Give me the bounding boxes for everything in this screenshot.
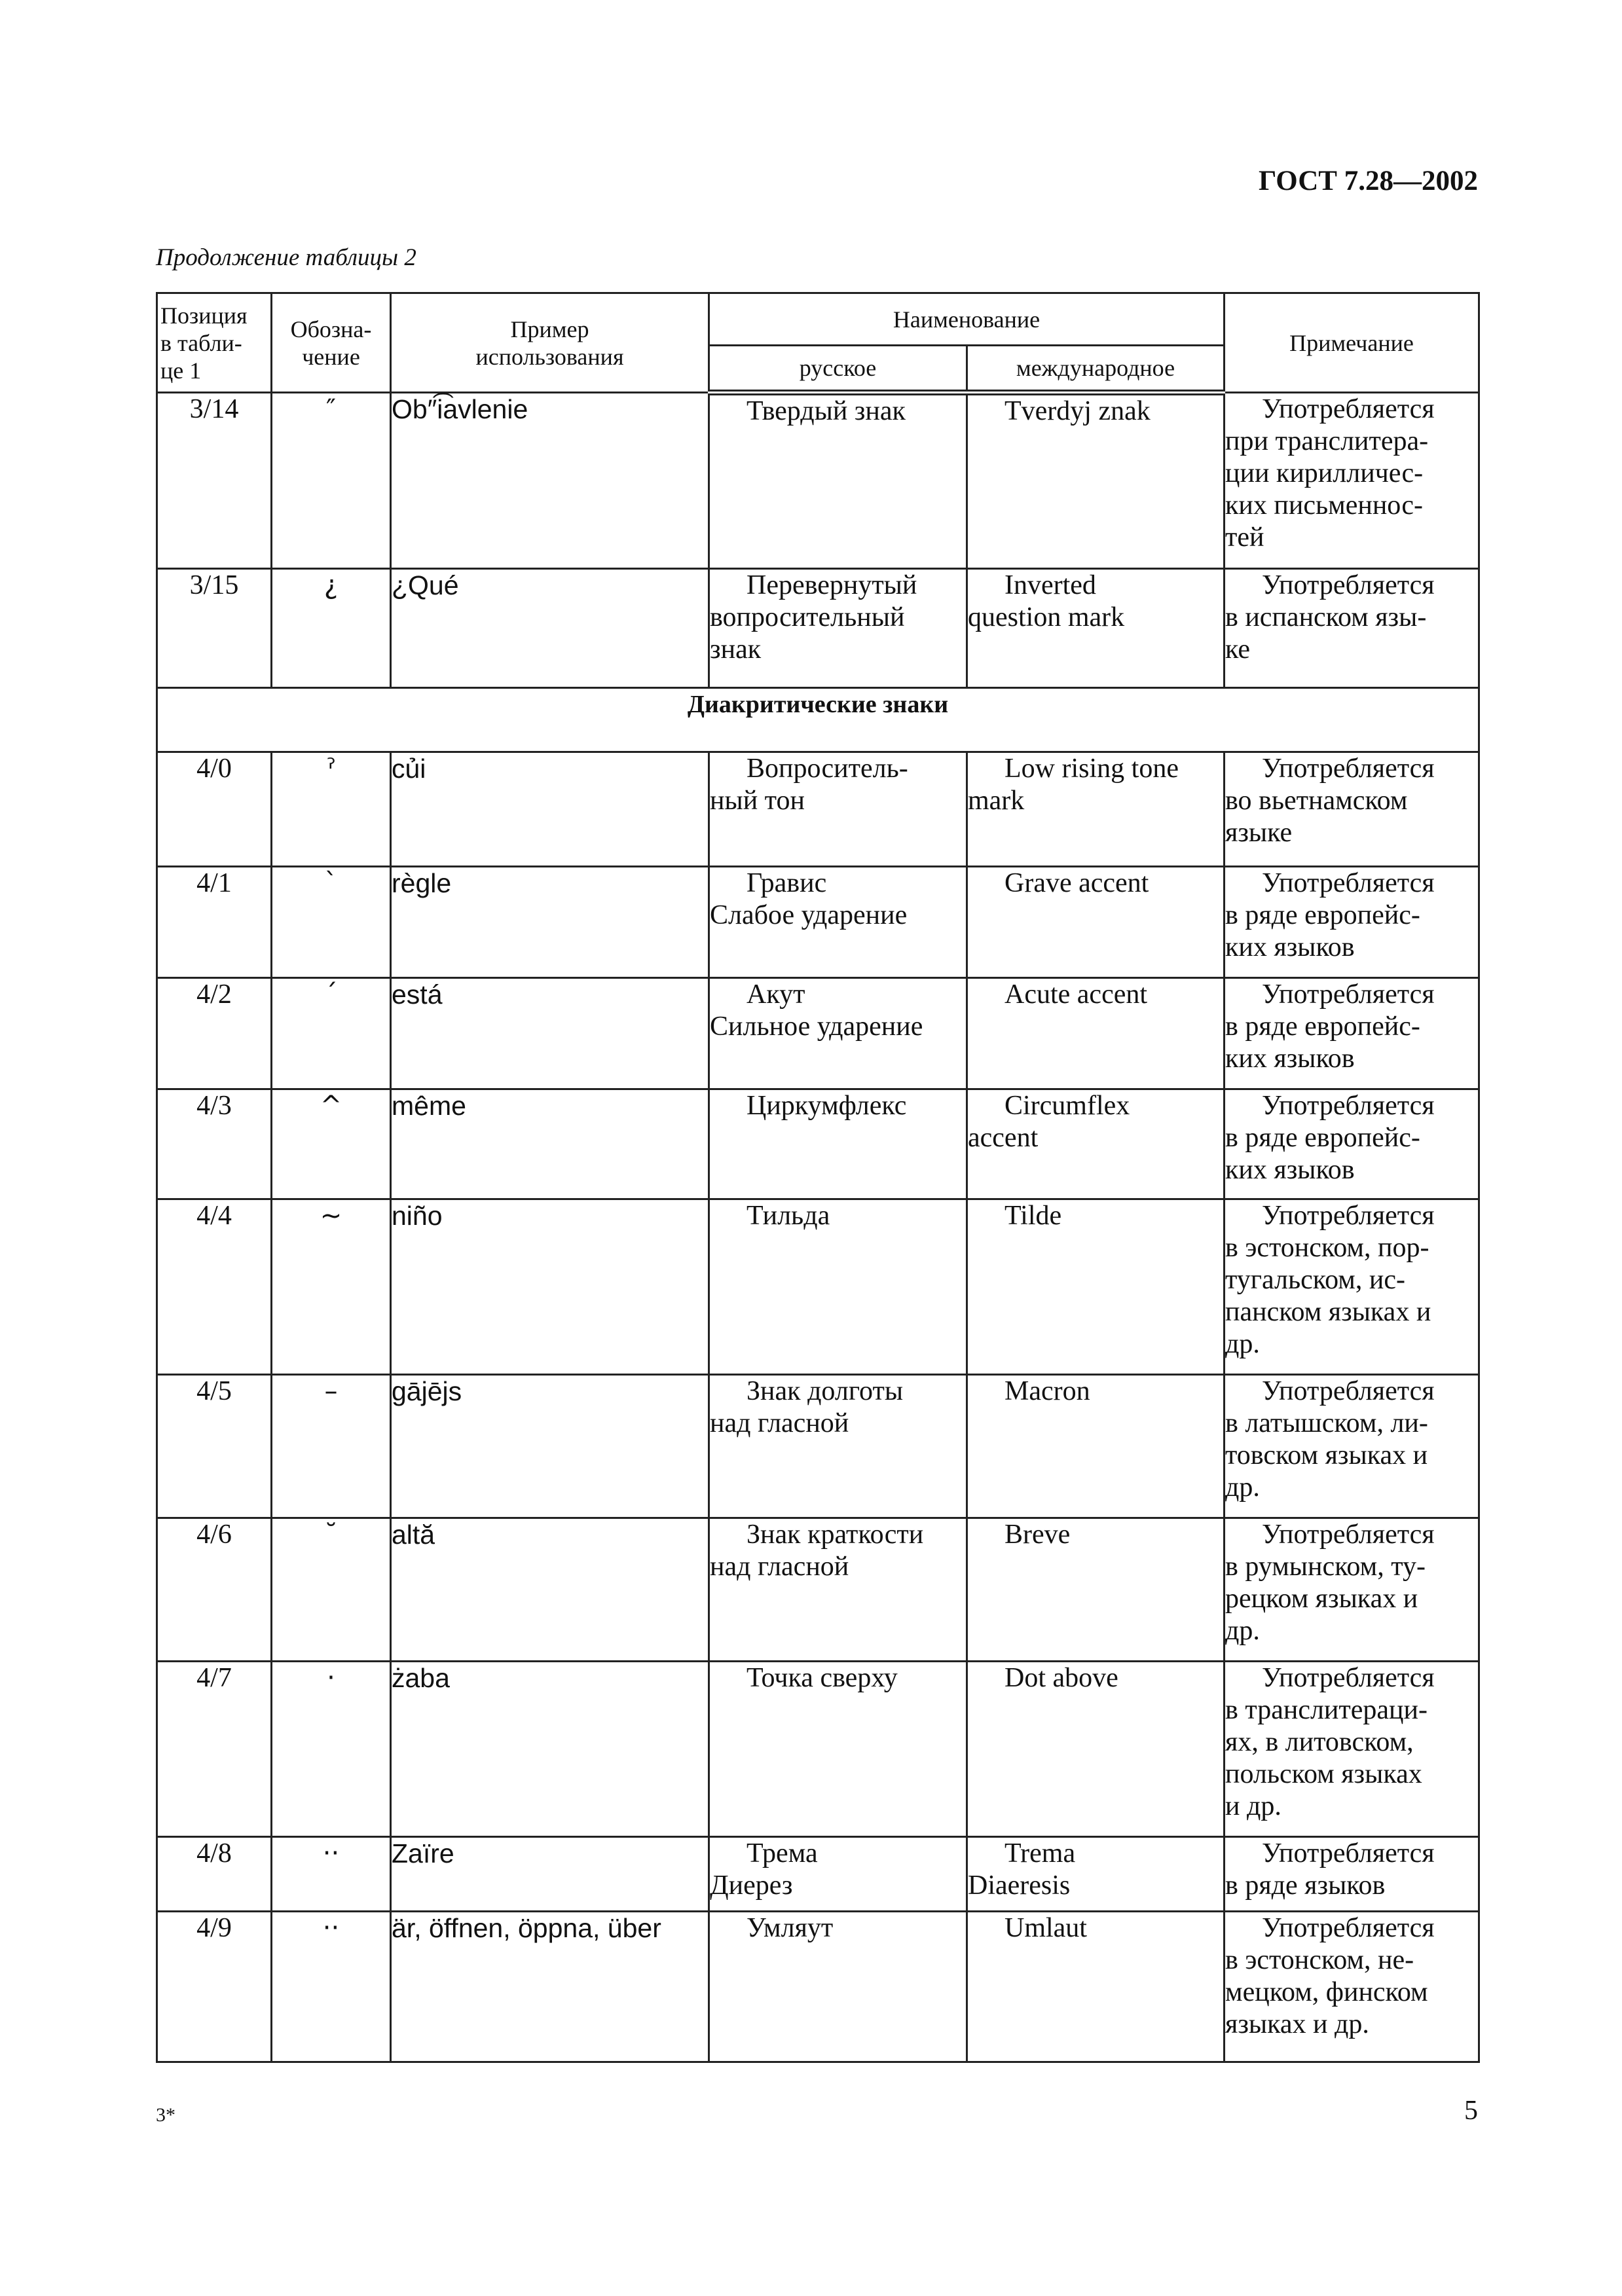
- note-cell: Употребляется в латышском, ли- товском языках и др.: [1225, 1375, 1479, 1518]
- header-position: Позиция в табли- це 1: [157, 293, 272, 393]
- symbol-cell: ˋ: [272, 867, 391, 978]
- table-row: [157, 1089, 1479, 1199]
- position-cell: 3/15: [157, 569, 272, 688]
- position-cell: 4/5: [157, 1375, 272, 1518]
- note-cell: Употребляется в транслитераци- ях, в литовском, польском языках и др.: [1225, 1662, 1479, 1837]
- header-name: Наименование: [709, 293, 1225, 346]
- name-russian-cell: Вопроситель- ный тон: [709, 752, 967, 867]
- note-cell: Употребляется в ряде европейс- ких языков: [1225, 867, 1479, 978]
- symbol-cell: ˊ: [272, 978, 391, 1089]
- symbol-cell: ~: [272, 1199, 391, 1375]
- name-international-cell: Tverdyj znak: [967, 393, 1225, 569]
- position-cell: 4/0: [157, 752, 272, 867]
- note-cell: Употребляется в испанском язы- ке: [1225, 569, 1479, 688]
- position-cell: 3/14: [157, 393, 272, 569]
- position-cell: 4/3: [157, 1089, 272, 1199]
- position-cell: 4/8: [157, 1837, 272, 1912]
- position-cell: 4/6: [157, 1518, 272, 1662]
- symbol-cell: ··: [272, 1837, 391, 1912]
- note-cell: Употребляется в эстонском, пор- тугальском, ис- панском языках и др.: [1225, 1199, 1479, 1375]
- name-russian-cell: Точка сверху: [709, 1662, 967, 1837]
- position-cell: 4/7: [157, 1662, 272, 1837]
- example-cell: gājējs: [391, 1375, 709, 1518]
- symbol-cell: ·: [272, 1662, 391, 1837]
- name-international-cell: Circumflex accent: [967, 1089, 1225, 1199]
- symbols-table: [156, 292, 1480, 2063]
- header-name-russian: русское: [709, 346, 967, 393]
- example-cell: altă: [391, 1518, 709, 1662]
- name-international-cell: Inverted question mark: [967, 569, 1225, 688]
- example-cell: règle: [391, 867, 709, 978]
- note-cell: Употребляется во вьетнамском языке: [1225, 752, 1479, 867]
- name-russian-cell: Умляут: [709, 1912, 967, 2062]
- header-name-international: международное: [967, 346, 1225, 393]
- symbol-cell: ^: [272, 1089, 391, 1199]
- name-international-cell: Tilde: [967, 1199, 1225, 1375]
- example-cell: está: [391, 978, 709, 1089]
- name-international-cell: Breve: [967, 1518, 1225, 1662]
- header-symbol: Обозна- чение: [272, 293, 391, 393]
- note-cell: Употребляется в ряде европейс- ких языков: [1225, 1089, 1479, 1199]
- header-note: Примечание: [1225, 293, 1479, 393]
- note-cell: Употребляется при транслитера- ции кирилличес- ких письменнос- тей: [1225, 393, 1479, 569]
- position-cell: 4/9: [157, 1912, 272, 2062]
- table-row: [157, 1912, 1479, 2062]
- table-row: [157, 1375, 1479, 1518]
- footer-mark: 3*: [156, 2104, 175, 2126]
- table-row: [157, 1837, 1479, 1912]
- table-row: [157, 867, 1479, 978]
- table-row: [157, 393, 1479, 569]
- example-cell: même: [391, 1089, 709, 1199]
- name-russian-cell: Циркумфлекс: [709, 1089, 967, 1199]
- symbol-cell: –: [272, 1375, 391, 1518]
- name-russian-cell: Знак долготы над гласной: [709, 1375, 967, 1518]
- page-number: 5: [1464, 2096, 1478, 2126]
- table-row: [157, 1662, 1479, 1837]
- note-cell: Употребляется в румынском, ту- рецком языках и др.: [1225, 1518, 1479, 1662]
- note-cell: Употребляется в эстонском, не- мецком, финском языках и др.: [1225, 1912, 1479, 2062]
- table-row: [157, 978, 1479, 1089]
- example-cell: ¿Qué: [391, 569, 709, 688]
- symbol-cell: ˘: [272, 1518, 391, 1662]
- name-international-cell: Macron: [967, 1375, 1225, 1518]
- name-russian-cell: Знак краткости над гласной: [709, 1518, 967, 1662]
- name-russian-cell: Тильда: [709, 1199, 967, 1375]
- example-cell: Zaïre: [391, 1837, 709, 1912]
- name-russian-cell: Акут Сильное ударение: [709, 978, 967, 1089]
- name-russian-cell: Гравис Слабое ударение: [709, 867, 967, 978]
- standard-code: ГОСТ 7.28—2002: [1259, 166, 1478, 196]
- example-cell: củi: [391, 752, 709, 867]
- name-international-cell: Low rising tone mark: [967, 752, 1225, 867]
- name-international-cell: Dot above: [967, 1662, 1225, 1837]
- note-cell: Употребляется в ряде европейс- ких языков: [1225, 978, 1479, 1089]
- name-russian-cell: Трема Диерез: [709, 1837, 967, 1912]
- table-caption: Продолжение таблицы 2: [156, 244, 416, 271]
- note-cell: Употребляется в ряде языков: [1225, 1837, 1479, 1912]
- name-international-cell: Umlaut: [967, 1912, 1225, 2062]
- header-example: Пример использования: [391, 293, 709, 393]
- position-cell: 4/4: [157, 1199, 272, 1375]
- name-international-cell: Acute accent: [967, 978, 1225, 1089]
- example-cell: niño: [391, 1199, 709, 1375]
- table-row: [157, 752, 1479, 867]
- table-row: [157, 1199, 1479, 1375]
- example-cell: är, öffnen, öppna, über: [391, 1912, 709, 2062]
- name-russian-cell: Перевернутый вопросительный знак: [709, 569, 967, 688]
- name-international-cell: Grave accent: [967, 867, 1225, 978]
- symbol-cell: ¿: [272, 569, 391, 688]
- symbol-cell: ″: [272, 393, 391, 569]
- position-cell: 4/1: [157, 867, 272, 978]
- table-row: [157, 1518, 1479, 1662]
- symbol-cell: ··: [272, 1912, 391, 2062]
- name-russian-cell: Твердый знак: [709, 393, 967, 569]
- example-cell: żaba: [391, 1662, 709, 1837]
- position-cell: 4/2: [157, 978, 272, 1089]
- table-row: [157, 569, 1479, 688]
- name-international-cell: Trema Diaeresis: [967, 1837, 1225, 1912]
- section-row: [157, 688, 1479, 752]
- example-cell: Ob″i͡avlenie: [391, 393, 709, 569]
- symbol-cell: ˀ: [272, 752, 391, 867]
- section-title: Диакритические знаки: [157, 688, 1479, 752]
